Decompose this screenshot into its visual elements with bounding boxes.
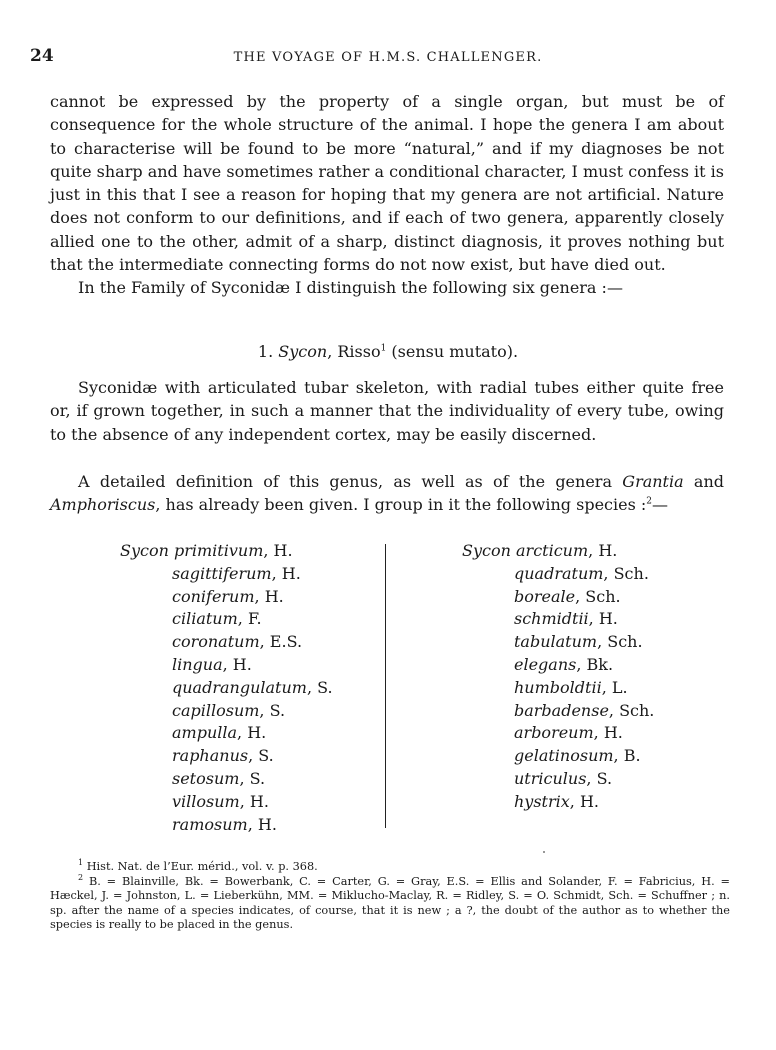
footnote-2: $^2$ B. = Blainville, Bk. = Bowerbank, C. = Carter, G. = Gray, E.S. = Ellis and Solander, F. = Fabricius, H. = Hæckel, J. = Johnston, L. = Lieberkühn, MM. = Miklucho-Maclay, R. = Ridley, S. = O. Schmidt, Sch. = Schuffner ; n. sp. after the name of a species indicates, of course, that it is new ; a ?, the doubt of the author as to whether the species is really to be placed in the genus. (50, 872, 730, 932)
species-item: coniferum, H. (172, 586, 284, 606)
species-item: quadrangulatum, S. (172, 677, 333, 697)
species-item: ciliatum, F. (172, 609, 262, 629)
species-item: humboldtii, L. (514, 677, 628, 697)
species-item: setosum, S. (172, 768, 266, 788)
genus-name: Sycon (278, 342, 328, 361)
species-list-left (120, 540, 333, 836)
paragraph-genera-intro: In the Family of Syconidæ I distinguish the following six genera :— (78, 278, 623, 298)
paragraph-continuation: cannot be expressed by the property of a single organ, but must be of consequence for the whole structure of the animal. I hope the genera I am about to characterise will be found to be more “natural,” and if my diagnoses be not quite sharp and have sometimes rather a conditional character, I must confess it is just in this that I see a reason for hoping that my genera are not artificial. Nature does not conform to our definitions, and if each of two genera, apparently closely allied one to the other, admit of a sharp, distinct diagnosis, it proves nothing but that the intermediate connecting forms do not now exist, but have died out. (50, 92, 724, 275)
page-number: 24 (30, 46, 54, 66)
species-item: utriculus, S. (514, 768, 613, 788)
genus-author: Risso (337, 342, 381, 361)
species-item: coronatum, E.S. (172, 632, 303, 652)
genus-diagnosis: Syconidæ with articulated tubar skeleton, with radial tubes either quite free or, if grown together, in such a manner that the individuality of every tube, owing to the absence of any independent cortex, may be easily discerned. (50, 378, 724, 444)
footnote-ref-1: 1 (380, 343, 387, 354)
species-item: arboreum, H. (514, 723, 623, 743)
species-item: boreale, Sch. (514, 586, 621, 606)
footnote-1: $^1$ Hist. Nat. de l’Eur. mérid., vol. v. p. 368. (78, 858, 318, 873)
species-item: ampulla, H. (172, 723, 267, 743)
genus-amphoriscus: Amphoriscus (50, 495, 156, 515)
genus-note: (sensu mutato). (391, 342, 519, 361)
species-item: ramosum, H. (172, 814, 277, 834)
species-item: hystrix, H. (514, 791, 599, 811)
running-title: THE VOYAGE OF H.M.S. CHALLENGER. (233, 50, 543, 65)
species-item: gelatinosum, B. (514, 746, 641, 766)
footnote-ref-2: 2 (646, 496, 653, 507)
definition-paragraph: A detailed definition of this genus, as well as of the genera Grantia and Amphoriscus, has already been given. I group in it the following species :$^2$— (50, 472, 725, 515)
species-item: capillosum, S. (172, 700, 286, 720)
species-list-right (462, 540, 654, 814)
species-item: lingua, H. (172, 654, 252, 674)
genus-heading: 1. Sycon, Risso$^1$ (sensu mutato). (257, 342, 519, 361)
body-text (50, 90, 724, 300)
species-item: schmidtii, H. (514, 609, 618, 629)
genus-number: 1. (257, 342, 274, 361)
species-item: raphanus, S. (172, 746, 274, 766)
species-item: quadratum, Sch. (514, 563, 649, 583)
species-item: sagittiferum, H. (172, 563, 301, 583)
species-item: villosum, H. (172, 791, 269, 811)
column-divider (385, 544, 386, 828)
species-item: barbadense, Sch. (514, 700, 655, 720)
species-item: Sycon arcticum, H. (462, 541, 618, 560)
footnotes (50, 860, 730, 933)
species-item: elegans, Bk. (514, 654, 614, 674)
species-item: Sycon primitivum, H. (120, 541, 293, 560)
species-item: tabulatum, Sch. (514, 632, 643, 652)
genus-grantia: Grantia (622, 472, 684, 491)
print-speck (543, 851, 545, 853)
